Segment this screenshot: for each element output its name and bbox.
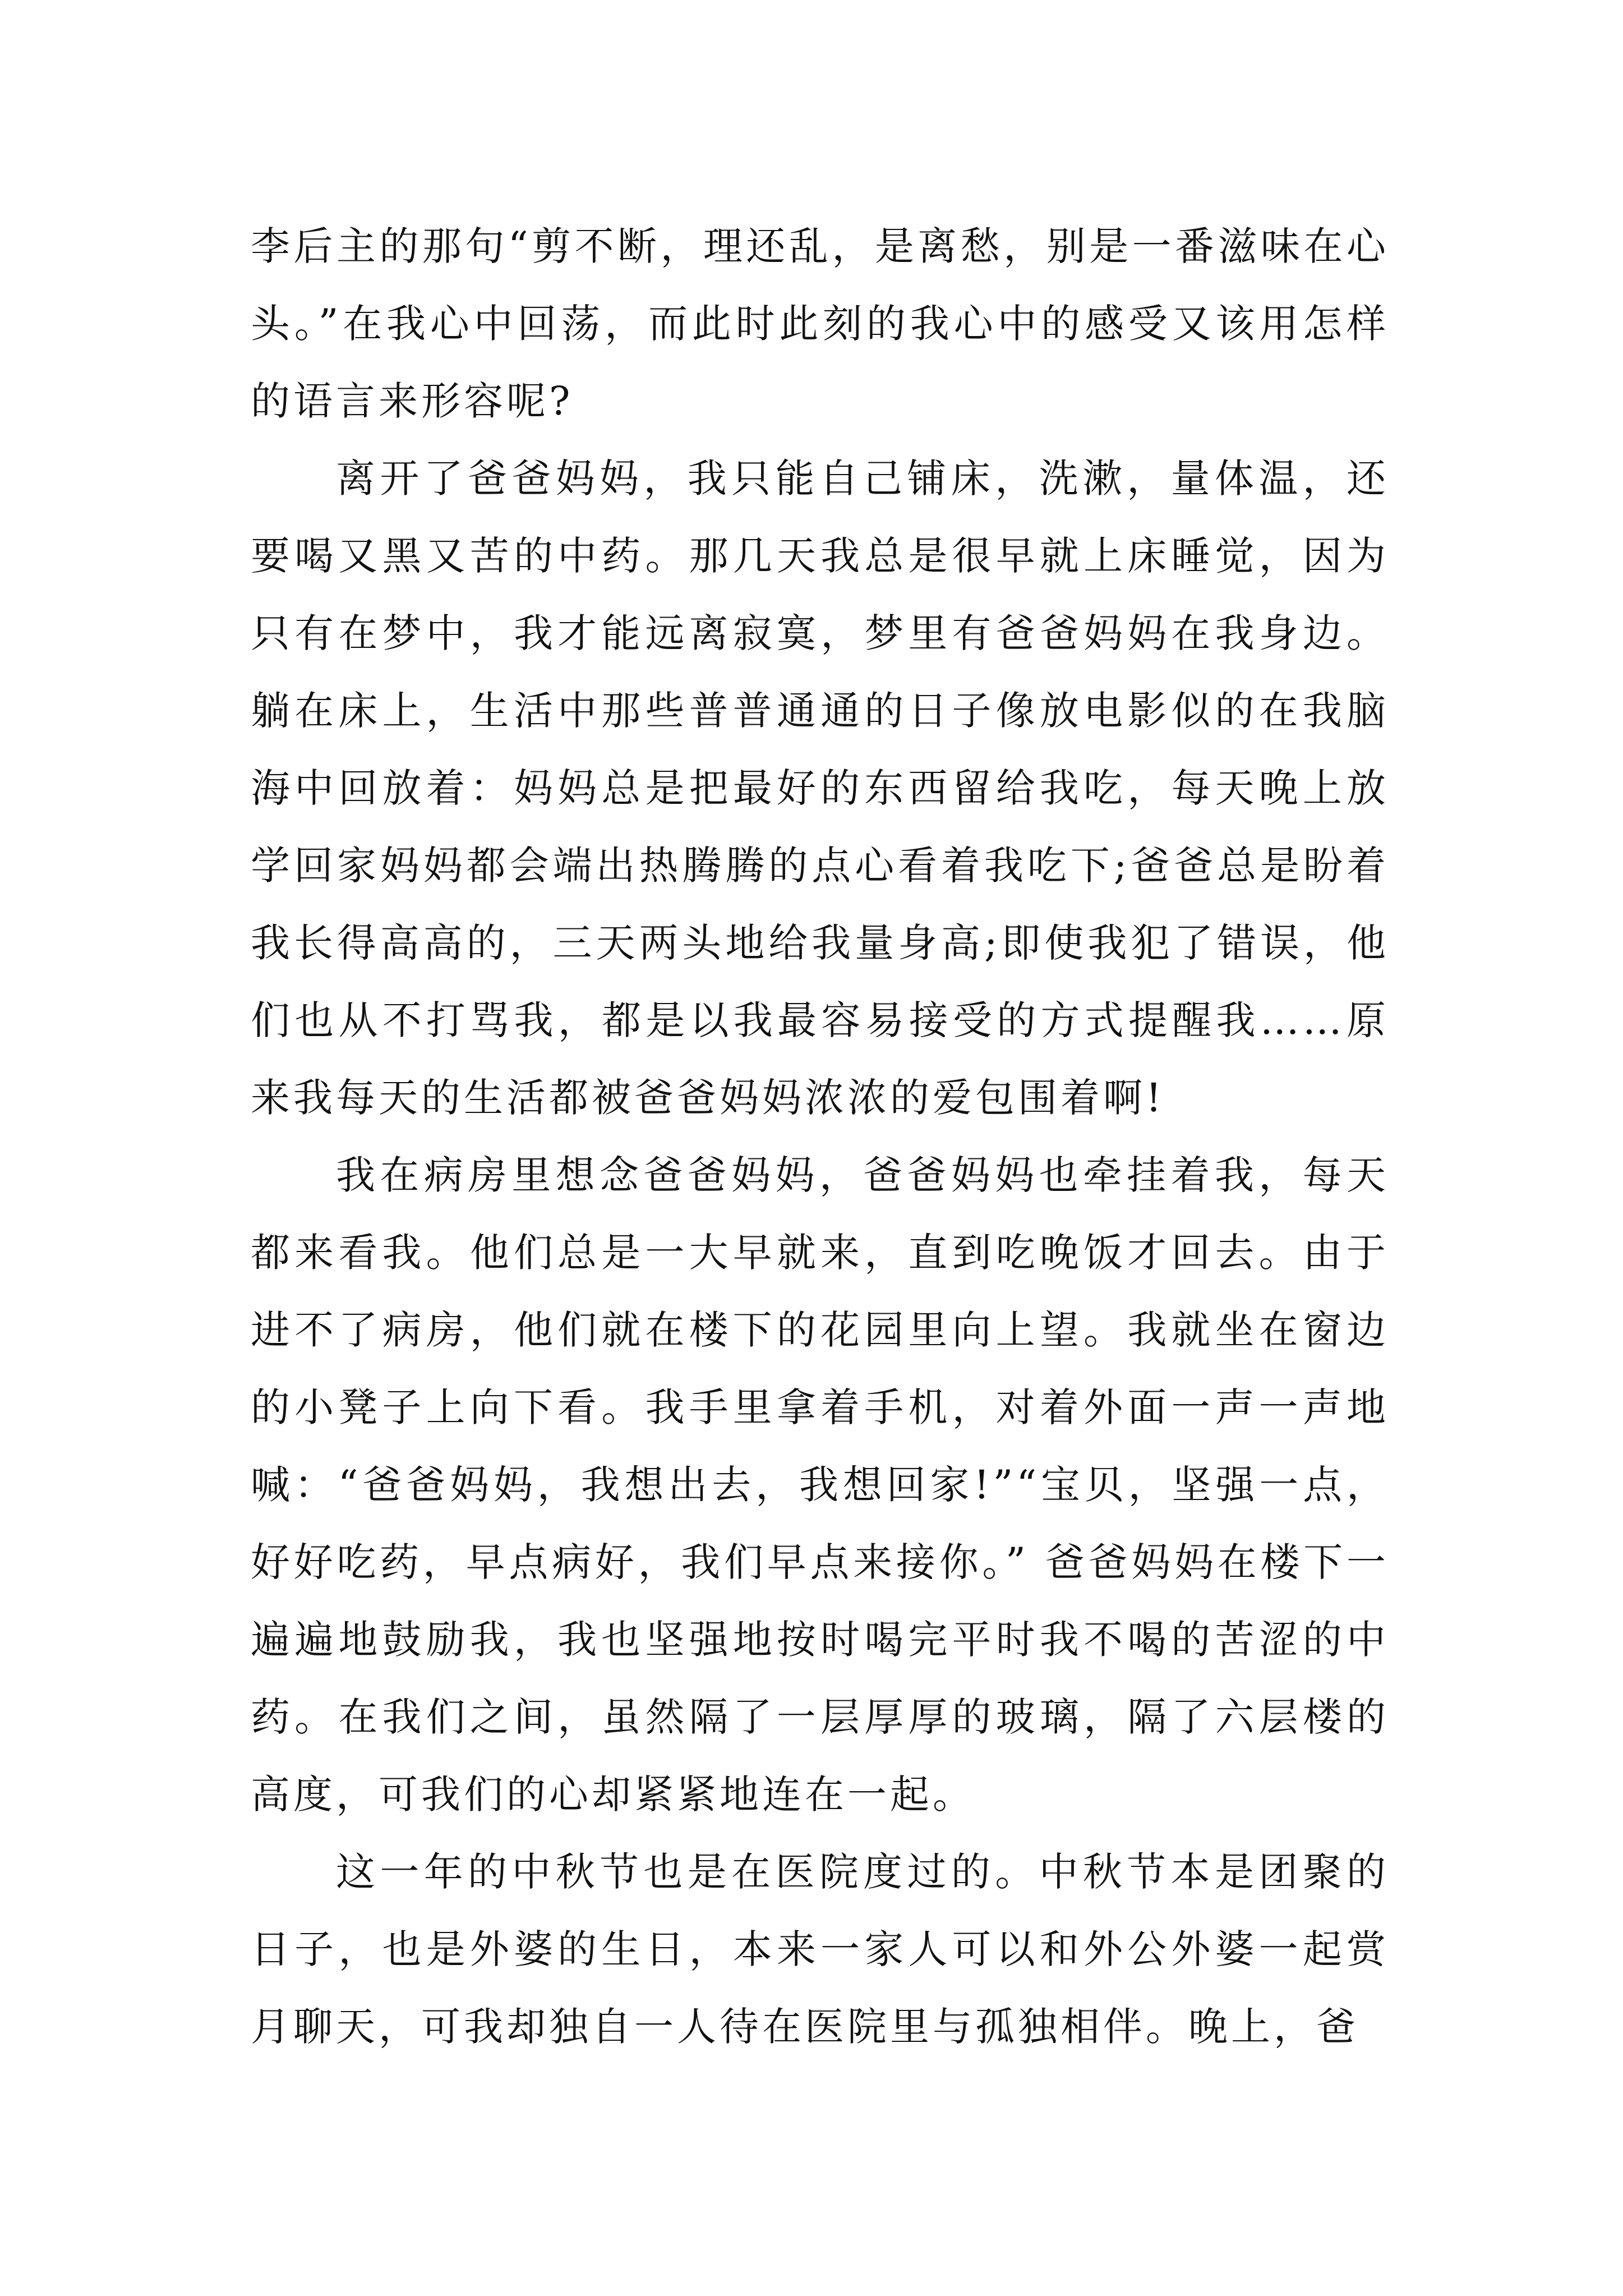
paragraph-1: 李后主的那句“剪不断，理还乱，是离愁，别是一番滋味在心头。”在我心中回荡，而此时此刻的我心中的感受又该用怎样的语言来形容呢? [251, 223, 1389, 424]
paragraph-3: 我在病房里想念爸爸妈妈，爸爸妈妈也牵挂着我，每天都来看我。他们总是一大早就来，直到吃晚饭才回去。由于进不了病房，他们就在楼下的花园里向上望。我就坐在窗边的小凳子上向下看。我手里拿着手机，对着外面一声一声地喊：“爸爸妈妈，我想出去，我想回家!”“宝贝，坚强一点，好好吃药，早点病好，我们早点来接你。” 爸爸妈妈在楼下一遍遍地鼓励我，我也坚强地按时喝完平时我不喝的苦涩的中药。在我们之间，虽然隔了一层厚厚的玻璃，隔了六层楼的高度，可我们的心却紧紧地连在一起。 [251, 1152, 1389, 1818]
paragraph-2: 离开了爸爸妈妈，我只能自己铺床，洗漱，量体温，还要喝又黑又苦的中药。那几天我总是很早就上床睡觉，因为只有在梦中，我才能远离寂寞，梦里有爸爸妈妈在我身边。躺在床上，生活中那些普普通通的日子像放电影似的在我脑海中回放着：妈妈总是把最好的东西留给我吃，每天晚上放学回家妈妈都会端出热腾腾的点心看着我吃下;爸爸总是盼着我长得高高的，三天两头地给我量身高;即使我犯了错误，他们也从不打骂我，都是以我最容易接受的方式提醒我……原来我每天的生活都被爸爸妈妈浓浓的爱包围着啊! [251, 455, 1389, 1121]
document-body [251, 208, 1389, 2065]
paragraph-4: 这一年的中秋节也是在医院度过的。中秋节本是团聚的日子，也是外婆的生日，本来一家人可以和外公外婆一起赏月聊天，可我却独自一人待在医院里与孤独相伴。晚上，爸 [251, 1849, 1389, 2050]
